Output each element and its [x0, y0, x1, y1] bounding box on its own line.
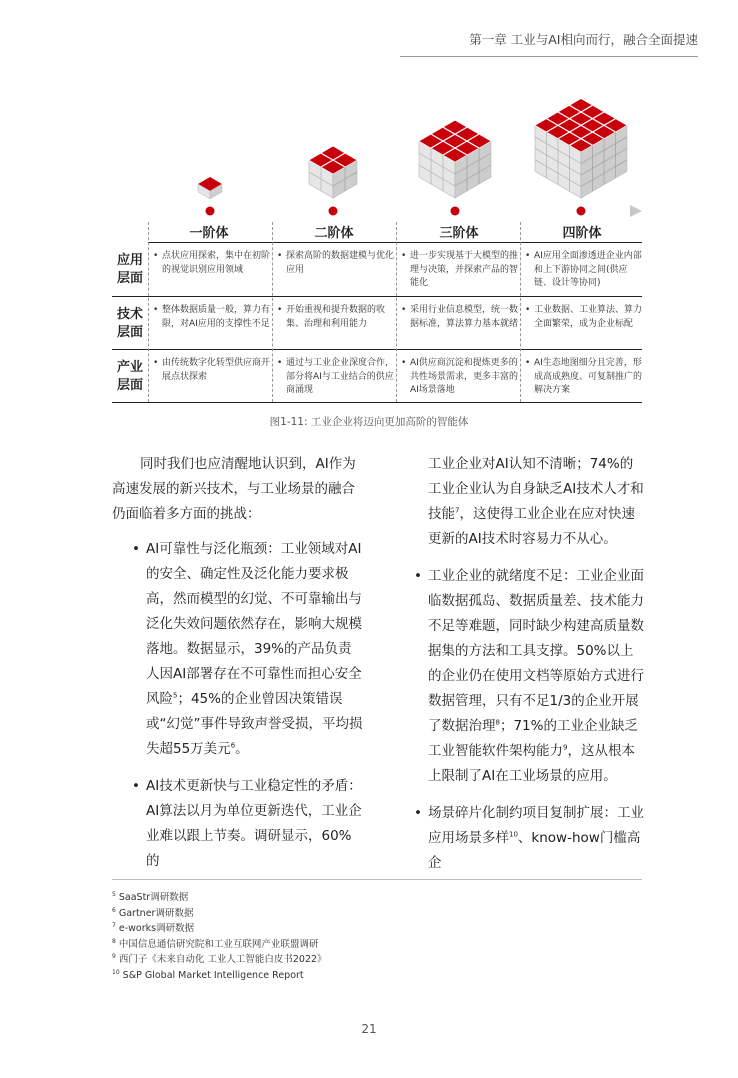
timeline-arrowhead	[630, 205, 642, 217]
row-label-line: 层面	[116, 271, 143, 286]
bullet-text: AI可靠性与泛化瓶颈：工业领域对AI的安全、确定性及泛化能力要求极高，然而模型的幻觉、不可靠输出与泛化失效问题依然存在，影响大规模落地。数据显示，39%的产品负责人因AI部署存在不可靠性而担心安全风险	[146, 541, 362, 707]
footnote-number: 5	[112, 890, 116, 898]
cube-stage-2	[309, 146, 357, 198]
table-rule	[112, 296, 642, 297]
cube-stage-4	[535, 99, 627, 198]
bullet-readiness	[414, 564, 644, 789]
footnote-text: 西门子《未来自动化 工业人工智能白皮书2022》	[118, 954, 327, 965]
bullet-text: 、know-how门槛高企	[428, 830, 641, 871]
bullet-fragmentation	[414, 801, 644, 876]
footnote-number: 10	[112, 968, 120, 976]
figure-caption: 图1-11: 工业企业将迈向更加高阶的智能体	[269, 416, 469, 428]
row-label-industry	[112, 359, 148, 395]
row-label-line: 层面	[116, 378, 143, 393]
footnote-text: SaaStr调研数据	[118, 892, 189, 903]
table-rule	[148, 242, 642, 243]
bullet-text: ；45%的企业曾因决策错误或“幻觉”事件导致声誉受损，平均损失超55万美元	[146, 691, 363, 757]
bullet-text: ，这从根本上限制了AI在工业场景的应用。	[428, 743, 635, 784]
footnote-rule	[112, 879, 642, 880]
row-label-application	[112, 252, 148, 288]
footnote-number: 8	[112, 937, 116, 945]
paragraph-text: 工业企业对AI认知不清晰；74%的工业企业认为自身缺乏AI技术人才和技能	[428, 456, 644, 522]
table-cell: • 探索高阶的数据建模与优化应用	[276, 250, 396, 277]
table-cell: • 点状应用探索，集中在初阶的视觉识别应用领域	[152, 250, 272, 277]
table-cell: • 通过与工业企业深度合作，部分将AI与工业结合的供应商涌现	[276, 357, 396, 398]
footnote-ref: 6	[230, 741, 236, 750]
table-rule	[112, 349, 642, 350]
table-divider	[272, 222, 273, 402]
row-label-line: 层面	[116, 325, 143, 340]
cube-stage-1	[198, 177, 222, 199]
footnote-text: 中国信息通信研究院和工业互联网产业联盟调研	[118, 938, 319, 950]
stage-heading: 三阶体	[439, 226, 479, 241]
continued-paragraph	[414, 452, 644, 552]
table-divider	[396, 222, 397, 402]
left-column	[112, 452, 364, 886]
footnote-number: 6	[112, 906, 116, 914]
table-cell: • 开始重视和提升数据的收集、治理和利用能力	[276, 304, 396, 331]
footnote	[112, 952, 327, 968]
footnotes	[112, 890, 327, 983]
bullet-tech-update	[132, 774, 364, 874]
stage-heading: 四阶体	[562, 226, 602, 241]
stage-heading: 一阶体	[189, 226, 229, 241]
table-divider	[520, 222, 521, 402]
bullet-text: AI技术更新快与工业稳定性的矛盾：AI算法以月为单位更新迭代，工业企业难以跟上节奏。调研显示，60%的	[146, 778, 362, 869]
table-cell: • AI供应商沉淀和提炼更多的共性场景需求，更多丰富的AI场景落地	[400, 357, 520, 398]
bullet-text: 场景碎片化制约项目复制扩展：工业应用场景多样	[428, 805, 644, 846]
footnote-text: e-works调研数据	[118, 923, 195, 934]
bullet-text: ；71%的工业企业缺乏工业智能软件架构能力	[428, 718, 638, 759]
timeline-dot	[577, 207, 586, 216]
bullet-reliability	[132, 537, 364, 762]
table-cell: • 整体数据质量一般，算力有限，对AI应用的支撑性不足	[152, 304, 272, 331]
table-cell: • 工业数据、工业算法、算力全面繁荣，成为企业标配	[524, 304, 644, 331]
footnote-ref: 10	[509, 830, 518, 839]
table-rule	[112, 402, 642, 403]
running-header: 第一章 工业与AI相向而行，融合全面提速	[469, 32, 698, 47]
footnote	[112, 937, 327, 953]
bullet-text: 。	[235, 741, 249, 757]
footnote	[112, 906, 327, 922]
stage-heading: 二阶体	[314, 226, 354, 241]
footnote	[112, 968, 327, 984]
footnote	[112, 921, 327, 937]
footnote-ref: 8	[495, 718, 500, 727]
right-column	[414, 452, 644, 888]
row-label-line: 技术	[116, 307, 143, 322]
table-cell: • AI生态地图细分且完善，形成高成熟度、可复制推广的解决方案	[524, 357, 644, 398]
page-number: 21	[361, 1022, 377, 1036]
row-label-line: 产业	[116, 360, 143, 375]
row-label-line: 应用	[116, 253, 143, 268]
timeline-dot	[206, 207, 215, 216]
footnote-number: 9	[112, 952, 116, 960]
maturity-cubes-illustration	[0, 0, 738, 230]
intro-paragraph: 同时我们也应清醒地认识到，AI作为高速发展的新兴技术，与工业场景的融合仍面临着多方面的挑战：	[112, 456, 356, 522]
footnote-text: Gartner调研数据	[118, 907, 194, 919]
footnote-text: S&P Global Market Intelligence Report	[122, 969, 304, 981]
cube-stage-3	[419, 120, 491, 198]
timeline-dot	[329, 207, 338, 216]
footnote-ref: 7	[455, 506, 460, 515]
table-cell: • 采用行业信息模型，统一数据标准，算法算力基本就绪	[400, 304, 520, 331]
footnote-ref: 5	[173, 691, 178, 700]
timeline-dot	[451, 207, 460, 216]
footnote	[112, 890, 327, 906]
table-cell: • 由传统数字化转型供应商开展点状探索	[152, 357, 272, 384]
table-cell: • AI应用全面渗透进企业内部和上下游协同之间(供应链、设计等协同)	[524, 250, 644, 291]
footnote-number: 7	[112, 921, 116, 929]
row-label-technology	[112, 306, 148, 342]
paragraph-text: ，这使得工业企业在应对快速更新的AI技术时容易力不从心。	[428, 506, 635, 547]
table-divider	[148, 222, 149, 402]
bullet-text: 工业企业的就绪度不足：工业企业面临数据孤岛、数据质量差、技术能力不足等难题，同时缺少构建高质量数据集的方法和工具支撑。50%以上的企业仍在使用文档等原始方式进行数据管理，只有不足1/3的企业开展了数据治理	[428, 568, 644, 734]
table-cell: • 进一步实现基于大模型的推理与决策，并探索产品的智能化	[400, 250, 520, 291]
footnote-ref: 9	[563, 743, 568, 752]
